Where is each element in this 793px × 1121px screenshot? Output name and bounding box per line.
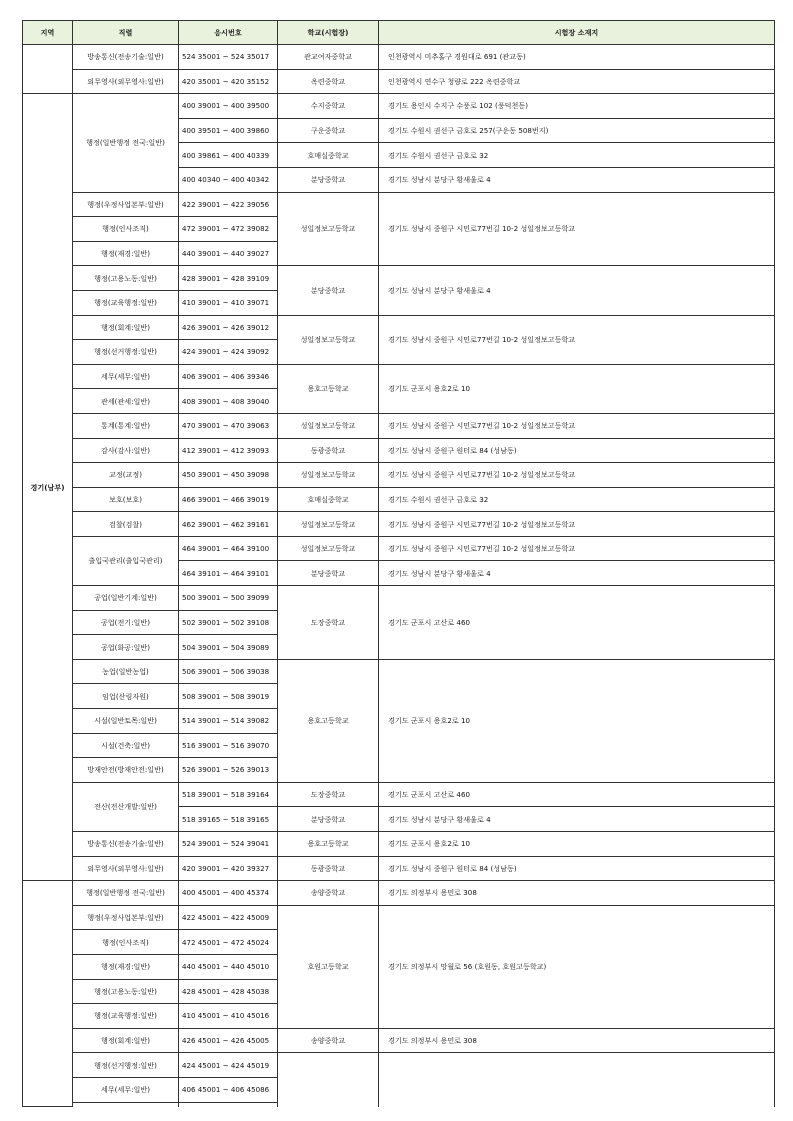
exam-number-cell: 400 39501 ~ 400 39860 (179, 118, 278, 143)
address-cell: 경기도 성남시 중원구 시민로77번길 10-2 성일정보고등학교 (379, 192, 775, 266)
table-row (23, 782, 775, 807)
job-cell: 세무(세무:일반) (73, 364, 179, 389)
job-cell: 방송통신(전송기술:일반) (73, 832, 179, 857)
address-cell: 인천광역시 연수구 청량로 222 옥련중학교 (379, 69, 775, 94)
exam-number-cell: 440 45001 ~ 440 45010 (179, 954, 278, 979)
exam-number-cell: 472 39001 ~ 472 39082 (179, 217, 278, 242)
address-cell: 경기도 성남시 중원구 원터로 84 (성남동) (379, 438, 775, 463)
school-cell: 성일정보고등학교 (278, 192, 379, 266)
school-cell: 호매실중학교 (278, 143, 379, 168)
job-cell: 출입국관리(출입국관리) (73, 536, 179, 585)
job-cell: 행정(우정사업본부:일반) (73, 905, 179, 930)
address-cell: 경기도 성남시 중원구 시민로77번길 10-2 성일정보고등학교 (379, 413, 775, 438)
exam-number-cell: 464 39101 ~ 464 39101 (179, 561, 278, 586)
table-row (23, 536, 775, 561)
exam-number-cell: 406 39001 ~ 406 39346 (179, 364, 278, 389)
address-cell: 경기도 성남시 중원구 시민로77번길 10-2 성일정보고등학교 (379, 463, 775, 488)
table-row (23, 659, 775, 684)
school-cell: 관교여자중학교 (278, 45, 379, 70)
exam-number-cell: 526 39001 ~ 526 39013 (179, 758, 278, 783)
exam-number-cell: 410 39001 ~ 410 39071 (179, 290, 278, 315)
school-cell: 성일정보고등학교 (278, 413, 379, 438)
job-cell: 행정(재경:일반) (73, 241, 179, 266)
address-cell: 경기도 의정부시 용민로 308 (379, 881, 775, 906)
address-cell: 경기도 수원시 권선구 금호로 32 (379, 143, 775, 168)
job-cell: 공업(전기:일반) (73, 610, 179, 635)
exam-number-cell: 472 45001 ~ 472 45024 (179, 930, 278, 955)
job-cell: 행정(일반행정 전국:일반) (73, 94, 179, 192)
table-row (23, 266, 775, 291)
school-cell: 분당중학교 (278, 807, 379, 832)
job-cell: 감사(감사:일반) (73, 438, 179, 463)
job-cell: 임업(산림자원) (73, 684, 179, 709)
address-cell: 경기도 성남시 중원구 시민로77번길 10-2 성일정보고등학교 (379, 512, 775, 537)
exam-number-cell: 514 39001 ~ 514 39082 (179, 709, 278, 734)
school-cell (278, 1053, 379, 1107)
job-cell: 행정(고용노동:일반) (73, 979, 179, 1004)
table-row (23, 905, 775, 930)
table-row (23, 832, 775, 857)
table-row (23, 463, 775, 488)
exam-number-cell: 502 39001 ~ 502 39108 (179, 610, 278, 635)
school-cell: 호원고등학교 (278, 905, 379, 1028)
address-cell: 경기도 용인시 수지구 수풍로 102 (풍덕천동) (379, 94, 775, 119)
job-cell: 통계(통계:일반) (73, 413, 179, 438)
header-address: 시험장 소재지 (379, 21, 775, 45)
school-cell: 용호고등학교 (278, 659, 379, 782)
table-header-row (23, 21, 775, 45)
job-cell: 행정(선거행정:일반) (73, 1053, 179, 1078)
job-cell: 행정(인사조직) (73, 930, 179, 955)
school-cell: 동광중학교 (278, 438, 379, 463)
job-cell: 행정(회계:일반) (73, 315, 179, 340)
job-cell: 공업(화공:일반) (73, 635, 179, 660)
exam-number-cell: 440 39001 ~ 440 39027 (179, 241, 278, 266)
school-cell: 용호고등학교 (278, 364, 379, 413)
address-cell: 경기도 수원시 권선구 금호로 32 (379, 487, 775, 512)
school-cell: 성일정보고등학교 (278, 536, 379, 561)
exam-number-cell: 462 39001 ~ 462 39161 (179, 512, 278, 537)
job-cell: 공업(일반기계:일반) (73, 586, 179, 611)
exam-number-cell: 524 39001 ~ 524 39041 (179, 832, 278, 857)
exam-number-cell: 428 39001 ~ 428 39109 (179, 266, 278, 291)
exam-number-cell: 406 45001 ~ 406 45086 (179, 1077, 278, 1102)
school-cell: 성일정보고등학교 (278, 463, 379, 488)
job-cell: 행정(일반행정 전국:일반) (73, 881, 179, 906)
school-cell: 도장중학교 (278, 586, 379, 660)
header-school: 학교(시험장) (278, 21, 379, 45)
job-cell: 관세(관세:일반) (73, 389, 179, 414)
address-cell: 경기도 군포시 고산로 460 (379, 782, 775, 807)
school-cell: 성일정보고등학교 (278, 512, 379, 537)
exam-number-cell: 516 39001 ~ 516 39070 (179, 733, 278, 758)
address-cell: 경기도 의정부시 용민로 308 (379, 1028, 775, 1053)
job-cell: 전산(전산개발:일반) (73, 782, 179, 831)
exam-number-cell: 420 35001 ~ 420 35152 (179, 69, 278, 94)
address-cell: 경기도 성남시 중원구 시민로77번길 10-2 성일정보고등학교 (379, 536, 775, 561)
exam-number-cell: 506 39001 ~ 506 39038 (179, 659, 278, 684)
address-cell: 경기도 군포시 용호2로 10 (379, 832, 775, 857)
exam-number-cell: 426 39001 ~ 426 39012 (179, 315, 278, 340)
address-cell: 경기도 군포시 고산로 460 (379, 586, 775, 660)
school-cell: 수지중학교 (278, 94, 379, 119)
header-exam-number: 응시번호 (179, 21, 278, 45)
exam-number-cell: 400 39861 ~ 400 40339 (179, 143, 278, 168)
exam-number-cell: 466 39001 ~ 466 39019 (179, 487, 278, 512)
exam-number-cell: 400 39001 ~ 400 39500 (179, 94, 278, 119)
header-region: 지역 (23, 21, 73, 45)
school-cell: 호매실중학교 (278, 487, 379, 512)
school-cell: 용호고등학교 (278, 832, 379, 857)
table-row (23, 69, 775, 94)
job-cell: 외무영사(외무영사:일반) (73, 69, 179, 94)
job-cell: 방송통신(전송기술:일반) (73, 45, 179, 70)
exam-number-cell: 420 39001 ~ 420 39327 (179, 856, 278, 881)
exam-number-cell: 500 39001 ~ 500 39099 (179, 586, 278, 611)
exam-number-cell: 400 40340 ~ 400 40342 (179, 167, 278, 192)
school-cell: 분당중학교 (278, 266, 379, 315)
table-row (23, 586, 775, 611)
job-cell: 시설(건축:일반) (73, 733, 179, 758)
job-cell: 행정(고용노동:일반) (73, 266, 179, 291)
job-cell: 행정(교육행정:일반) (73, 290, 179, 315)
school-cell: 성일정보고등학교 (278, 315, 379, 364)
school-cell: 도장중학교 (278, 782, 379, 807)
address-cell: 경기도 성남시 분당구 황새울로 4 (379, 807, 775, 832)
address-cell: 경기도 성남시 분당구 황새울로 4 (379, 167, 775, 192)
address-cell: 경기도 수원시 권선구 금호로 257(구운동 508번지) (379, 118, 775, 143)
job-cell: 농업(일반농업) (73, 659, 179, 684)
exam-number-cell: 464 39001 ~ 464 39100 (179, 536, 278, 561)
table-row (23, 487, 775, 512)
table-row (23, 438, 775, 463)
region-cell (23, 45, 73, 94)
exam-number-cell: 412 39001 ~ 412 39093 (179, 438, 278, 463)
table-row (23, 45, 775, 70)
job-cell: 검찰(검찰) (73, 512, 179, 537)
exam-venue-table (22, 20, 775, 1107)
table-row (23, 413, 775, 438)
school-cell: 동광중학교 (278, 856, 379, 881)
exam-number-cell: 424 45001 ~ 424 45019 (179, 1053, 278, 1078)
exam-number-cell: 428 45001 ~ 428 45038 (179, 979, 278, 1004)
address-cell: 경기도 성남시 중원구 원터로 84 (성남동) (379, 856, 775, 881)
job-cell: 행정(우정사업본부:일반) (73, 192, 179, 217)
exam-number-cell: 408 39001 ~ 408 39040 (179, 389, 278, 414)
school-cell: 분당중학교 (278, 167, 379, 192)
exam-number-cell: 426 45001 ~ 426 45005 (179, 1028, 278, 1053)
region-cell: 경기(남부) (23, 94, 73, 881)
exam-number-cell: 470 39001 ~ 470 39063 (179, 413, 278, 438)
table-row (23, 1053, 775, 1078)
exam-number-cell: 518 39001 ~ 518 39164 (179, 782, 278, 807)
exam-number-cell: 524 35001 ~ 524 35017 (179, 45, 278, 70)
school-cell: 구운중학교 (278, 118, 379, 143)
exam-number-cell: 422 39001 ~ 422 39056 (179, 192, 278, 217)
school-cell: 분당중학교 (278, 561, 379, 586)
exam-number-cell: 450 39001 ~ 450 39098 (179, 463, 278, 488)
exam-number-cell: 518 39165 ~ 518 39165 (179, 807, 278, 832)
job-cell: 방재안전(방재안전:일반) (73, 758, 179, 783)
school-cell: 송양중학교 (278, 1028, 379, 1053)
table-row (23, 364, 775, 389)
address-cell: 인천광역시 미추홀구 경원대로 691 (관교동) (379, 45, 775, 70)
table-row (23, 1028, 775, 1053)
table-row (23, 856, 775, 881)
address-cell: 경기도 성남시 중원구 시민로77번길 10-2 성일정보고등학교 (379, 315, 775, 364)
job-cell: 행정(선거행정:일반) (73, 340, 179, 365)
table-row (23, 881, 775, 906)
exam-number-cell-continued (179, 1102, 278, 1107)
region-cell (23, 881, 73, 1107)
address-cell: 경기도 군포시 용호2로 10 (379, 659, 775, 782)
job-cell: 행정(교육행정:일반) (73, 1004, 179, 1029)
exam-number-cell: 422 45001 ~ 422 45009 (179, 905, 278, 930)
table-row (23, 315, 775, 340)
address-cell (379, 1053, 775, 1107)
job-cell: 보호(보호) (73, 487, 179, 512)
job-cell: 세무(세무:일반) (73, 1077, 179, 1102)
job-cell: 시설(일반토목:일반) (73, 709, 179, 734)
address-cell: 경기도 의정부시 망월로 56 (호원동, 호원고등학교) (379, 905, 775, 1028)
address-cell: 경기도 군포시 용호2로 10 (379, 364, 775, 413)
job-cell: 행정(회계:일반) (73, 1028, 179, 1053)
table-row (23, 94, 775, 119)
exam-number-cell: 424 39001 ~ 424 39092 (179, 340, 278, 365)
exam-number-cell: 508 39001 ~ 508 39019 (179, 684, 278, 709)
table-row (23, 512, 775, 537)
school-cell: 옥련중학교 (278, 69, 379, 94)
exam-number-cell: 410 45001 ~ 410 45016 (179, 1004, 278, 1029)
address-cell: 경기도 성남시 분당구 황새울로 4 (379, 266, 775, 315)
job-cell: 교정(교정) (73, 463, 179, 488)
table-row (23, 192, 775, 217)
job-cell: 행정(재경:일반) (73, 954, 179, 979)
school-cell: 송양중학교 (278, 881, 379, 906)
job-cell-continued (73, 1102, 179, 1107)
exam-number-cell: 400 45001 ~ 400 45374 (179, 881, 278, 906)
job-cell: 행정(인사조직) (73, 217, 179, 242)
exam-number-cell: 504 39001 ~ 504 39089 (179, 635, 278, 660)
header-job-series: 직렬 (73, 21, 179, 45)
address-cell: 경기도 성남시 분당구 황새울로 4 (379, 561, 775, 586)
job-cell: 외무영사(외무영사:일반) (73, 856, 179, 881)
